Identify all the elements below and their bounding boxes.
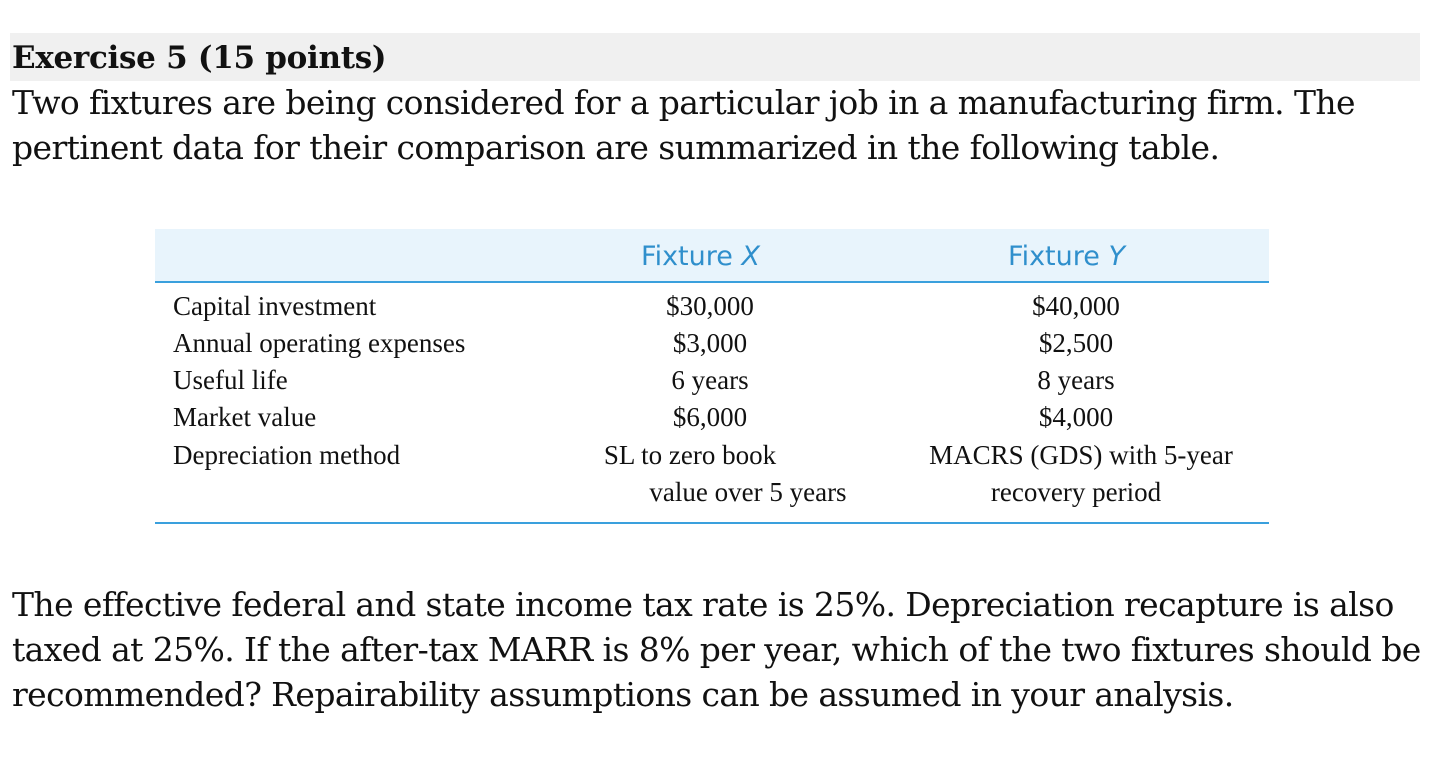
- cell-fixture-y-annual-operating-expenses: $2,500: [1038, 328, 1114, 358]
- row-label-depreciation-method: Depreciation method: [173, 440, 401, 470]
- conclusion-text: [12, 582, 1422, 717]
- cell-fixture-x-annual-operating-expenses: $3,000: [672, 328, 748, 358]
- row-label-market-value: Market value: [173, 402, 317, 432]
- cell-fixture-x-market-value: $6,000: [672, 402, 748, 432]
- row-label-annual-operating-expenses: Annual operating expenses: [173, 328, 466, 358]
- column-header-fixture-x: Fixture X: [641, 241, 760, 272]
- intro-text: [12, 80, 1412, 170]
- fixture-comparison-table: [155, 229, 1269, 526]
- cell-fixture-y-depreciation-method-line2: recovery period: [990, 477, 1162, 507]
- table-header: [155, 229, 1269, 283]
- conclusion-line: taxed at 25%. If the after-tax MARR is 8% per year, which of the two fixtures should be: [12, 630, 1421, 669]
- column-header-fixture-y: Fixture Y: [1008, 241, 1125, 272]
- exercise-title: Exercise 5 (15 points): [12, 40, 387, 76]
- cell-fixture-y-depreciation-method: MACRS (GDS) with 5-year: [929, 440, 1233, 470]
- conclusion-line: The effective federal and state income tax rate is 25%. Depreciation recapture is also: [12, 585, 1394, 624]
- cell-fixture-y-capital-investment: $40,000: [1032, 291, 1120, 321]
- cell-fixture-y-useful-life: 8 years: [1037, 365, 1115, 395]
- cell-fixture-x-depreciation-method: SL to zero book: [603, 440, 777, 470]
- row-label-useful-life: Useful life: [173, 365, 288, 395]
- cell-fixture-x-useful-life: 6 years: [671, 365, 749, 395]
- cell-fixture-y-market-value: $4,000: [1038, 402, 1114, 432]
- table-bottom-rule: [155, 522, 1269, 524]
- cell-fixture-x-depreciation-method-line2: value over 5 years: [649, 477, 847, 507]
- intro-line: Two fixtures are being considered for a particular job in a manufacturing firm. The: [12, 83, 1355, 122]
- row-label-capital-investment: Capital investment: [173, 291, 377, 321]
- intro-line: pertinent data for their comparison are summarized in the following table.: [12, 128, 1220, 167]
- cell-fixture-x-capital-investment: $30,000: [666, 291, 754, 321]
- conclusion-line: recommended? Repairability assumptions can be assumed in your analysis.: [12, 675, 1234, 714]
